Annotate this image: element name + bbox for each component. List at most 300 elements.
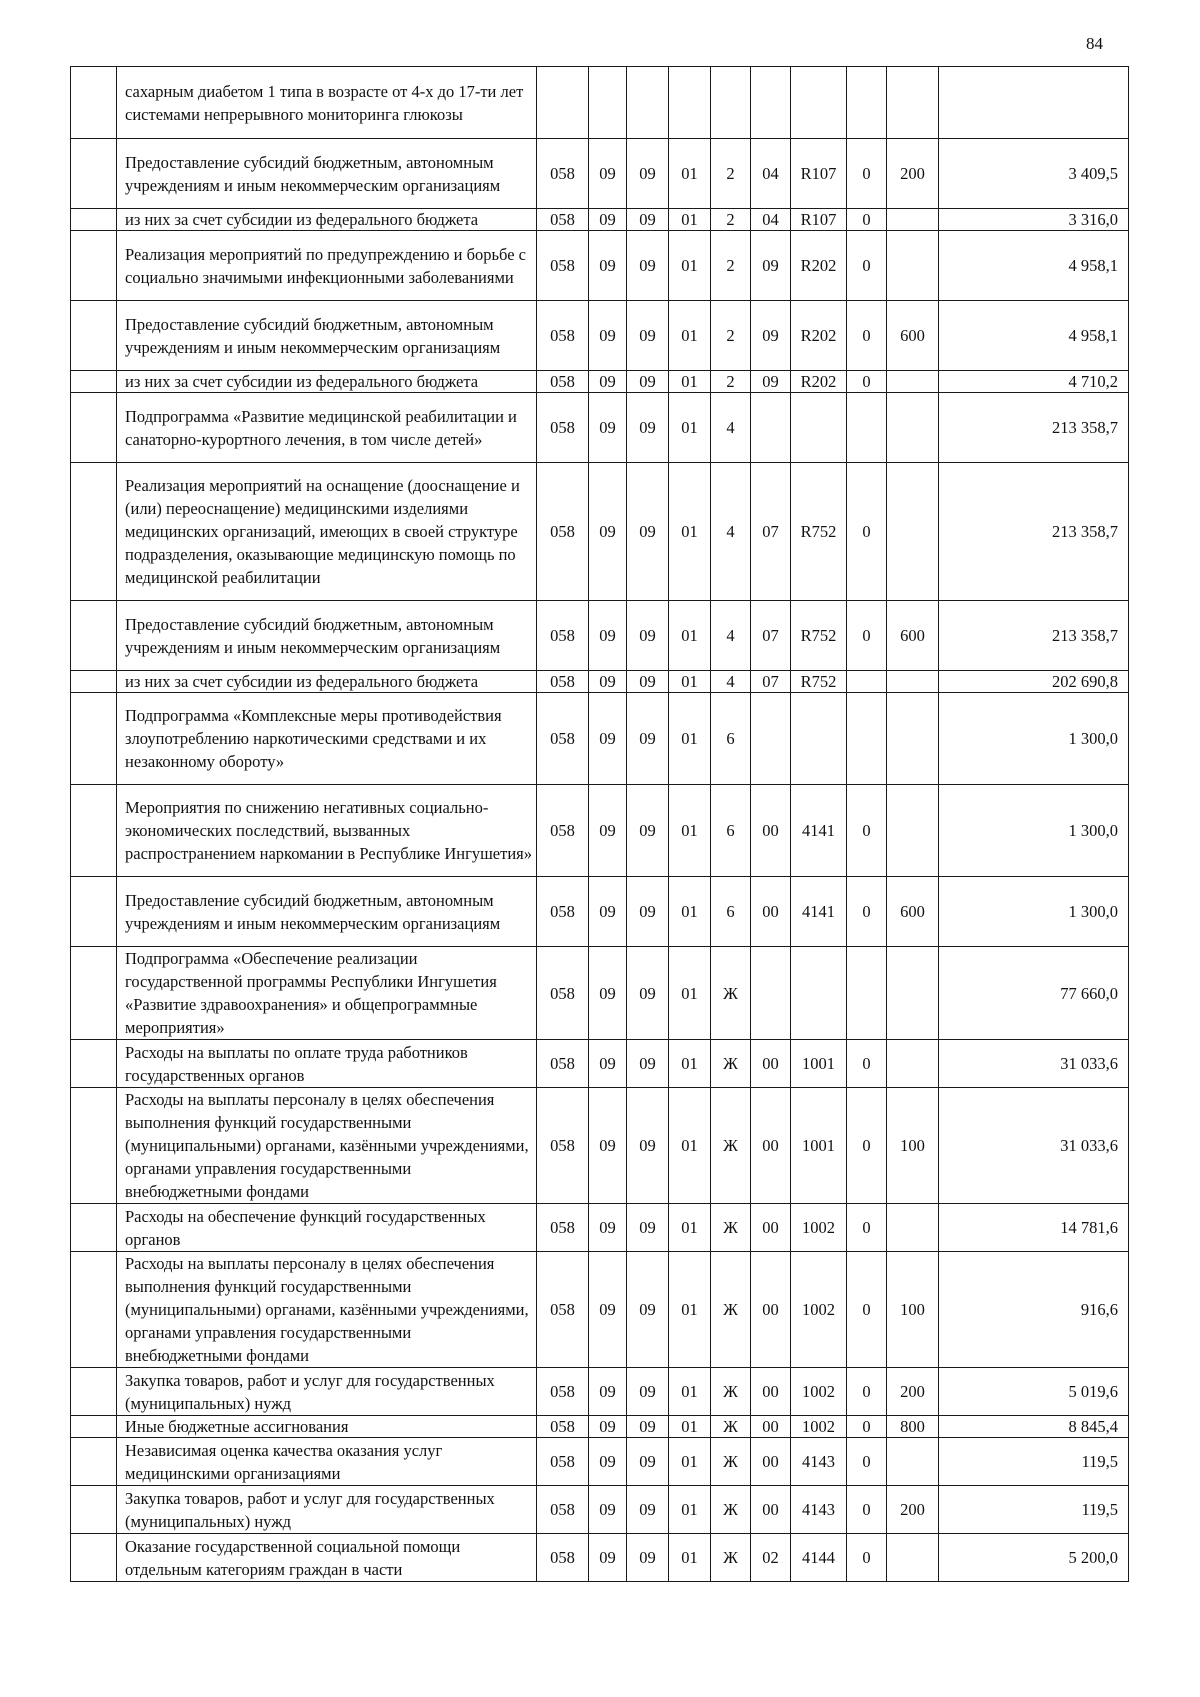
- description-cell: Реализация мероприятий на оснащение (дооснащение и (или) переоснащение) медицинскими изделиями медицинских организаций, имеющих в своей структуре подразделения, оказывающие медицинскую помощь по медицинской реабилитации: [117, 463, 537, 601]
- code-cell: [791, 393, 847, 463]
- table-row: [71, 671, 1129, 693]
- code-cell: 09: [589, 877, 627, 947]
- code-cell: [627, 67, 669, 139]
- code-cell: 6: [711, 877, 751, 947]
- code-cell: 0: [847, 1368, 887, 1416]
- code-cell: 09: [751, 231, 791, 301]
- code-cell: 0: [847, 209, 887, 231]
- code-cell: 4: [711, 463, 751, 601]
- code-cell: 09: [589, 1486, 627, 1534]
- code-cell: 00: [751, 1438, 791, 1486]
- code-cell: 09: [627, 671, 669, 693]
- code-cell: [669, 67, 711, 139]
- description-cell: Расходы на выплаты персоналу в целях обеспечения выполнения функций государственными (муниципальными) органами, казёнными учреждениями, органами управления государственными внебюджетными фондами: [117, 1088, 537, 1204]
- code-cell: R202: [791, 301, 847, 371]
- code-cell: Ж: [711, 1088, 751, 1204]
- code-cell: 09: [627, 693, 669, 785]
- amount-cell: 3 409,5: [939, 139, 1129, 209]
- description-cell: Расходы на выплаты персоналу в целях обеспечения выполнения функций государственными (муниципальными) органами, казёнными учреждениями, органами управления государственными внебюджетными фондами: [117, 1252, 537, 1368]
- code-cell: 09: [589, 1368, 627, 1416]
- code-cell: [887, 1204, 939, 1252]
- code-cell: 1002: [791, 1368, 847, 1416]
- code-cell: 058: [537, 1368, 589, 1416]
- code-cell: 0: [847, 139, 887, 209]
- code-cell: Ж: [711, 947, 751, 1040]
- description-cell: Предоставление субсидий бюджетным, автономным учреждениям и иным некоммерческим организациям: [117, 601, 537, 671]
- code-cell: 09: [589, 693, 627, 785]
- code-cell: 058: [537, 209, 589, 231]
- code-cell: 200: [887, 139, 939, 209]
- table-row: [71, 371, 1129, 393]
- table-row: [71, 877, 1129, 947]
- code-cell: [589, 67, 627, 139]
- code-cell: 09: [589, 785, 627, 877]
- code-cell: 01: [669, 393, 711, 463]
- index-cell: [71, 1368, 117, 1416]
- code-cell: 04: [751, 139, 791, 209]
- code-cell: 01: [669, 947, 711, 1040]
- code-cell: Ж: [711, 1534, 751, 1582]
- code-cell: 00: [751, 1204, 791, 1252]
- index-cell: [71, 947, 117, 1040]
- code-cell: 0: [847, 785, 887, 877]
- index-cell: [71, 1088, 117, 1204]
- amount-cell: 3 316,0: [939, 209, 1129, 231]
- code-cell: 01: [669, 693, 711, 785]
- code-cell: [847, 947, 887, 1040]
- code-cell: 0: [847, 231, 887, 301]
- code-cell: [887, 671, 939, 693]
- index-cell: [71, 1252, 117, 1368]
- code-cell: [791, 67, 847, 139]
- table-row: [71, 231, 1129, 301]
- code-cell: 4: [711, 601, 751, 671]
- code-cell: 01: [669, 1040, 711, 1088]
- table-row: [71, 1368, 1129, 1416]
- index-cell: [71, 1204, 117, 1252]
- code-cell: 09: [589, 1438, 627, 1486]
- code-cell: 09: [589, 1534, 627, 1582]
- description-cell: Реализация мероприятий по предупреждению и борьбе с социально значимыми инфекционными заболеваниями: [117, 231, 537, 301]
- table-row: [71, 693, 1129, 785]
- code-cell: 00: [751, 1252, 791, 1368]
- code-cell: 09: [751, 301, 791, 371]
- code-cell: 01: [669, 231, 711, 301]
- code-cell: 058: [537, 1204, 589, 1252]
- code-cell: 0: [847, 1088, 887, 1204]
- description-cell: Предоставление субсидий бюджетным, автономным учреждениям и иным некоммерческим организациям: [117, 877, 537, 947]
- amount-cell: 1 300,0: [939, 693, 1129, 785]
- code-cell: 058: [537, 947, 589, 1040]
- code-cell: [751, 947, 791, 1040]
- code-cell: 2: [711, 371, 751, 393]
- code-cell: 2: [711, 139, 751, 209]
- amount-cell: 213 358,7: [939, 601, 1129, 671]
- code-cell: 01: [669, 1486, 711, 1534]
- amount-cell: 31 033,6: [939, 1088, 1129, 1204]
- index-cell: [71, 877, 117, 947]
- code-cell: 058: [537, 1438, 589, 1486]
- code-cell: 09: [589, 1252, 627, 1368]
- table-row: [71, 947, 1129, 1040]
- code-cell: 01: [669, 601, 711, 671]
- code-cell: 09: [627, 947, 669, 1040]
- code-cell: 09: [627, 601, 669, 671]
- code-cell: 058: [537, 1088, 589, 1204]
- code-cell: R752: [791, 463, 847, 601]
- amount-cell: 916,6: [939, 1252, 1129, 1368]
- code-cell: 09: [627, 393, 669, 463]
- code-cell: 01: [669, 301, 711, 371]
- code-cell: 4141: [791, 877, 847, 947]
- description-cell: из них за счет субсидии из федерального бюджета: [117, 371, 537, 393]
- code-cell: 09: [627, 139, 669, 209]
- code-cell: 058: [537, 139, 589, 209]
- code-cell: 09: [627, 1040, 669, 1088]
- code-cell: 00: [751, 877, 791, 947]
- table-row: [71, 1534, 1129, 1582]
- index-cell: [71, 393, 117, 463]
- code-cell: 09: [589, 1040, 627, 1088]
- code-cell: 09: [627, 1088, 669, 1204]
- code-cell: 00: [751, 1040, 791, 1088]
- table-row: [71, 601, 1129, 671]
- code-cell: 0: [847, 1486, 887, 1534]
- amount-cell: 119,5: [939, 1438, 1129, 1486]
- amount-cell: 31 033,6: [939, 1040, 1129, 1088]
- code-cell: 6: [711, 693, 751, 785]
- code-cell: [847, 671, 887, 693]
- code-cell: [847, 693, 887, 785]
- amount-cell: 4 710,2: [939, 371, 1129, 393]
- code-cell: [791, 947, 847, 1040]
- index-cell: [71, 1486, 117, 1534]
- description-cell: Закупка товаров, работ и услуг для государственных (муниципальных) нужд: [117, 1486, 537, 1534]
- code-cell: 100: [887, 1252, 939, 1368]
- code-cell: Ж: [711, 1204, 751, 1252]
- description-cell: Подпрограмма «Комплексные меры противодействия злоупотреблению наркотическими средствами и их незаконному обороту»: [117, 693, 537, 785]
- code-cell: R752: [791, 601, 847, 671]
- code-cell: Ж: [711, 1040, 751, 1088]
- code-cell: 09: [589, 231, 627, 301]
- code-cell: 0: [847, 1438, 887, 1486]
- code-cell: R107: [791, 139, 847, 209]
- table-row: [71, 139, 1129, 209]
- amount-cell: 14 781,6: [939, 1204, 1129, 1252]
- code-cell: 058: [537, 785, 589, 877]
- code-cell: 09: [589, 1088, 627, 1204]
- code-cell: 058: [537, 231, 589, 301]
- description-cell: Мероприятия по снижению негативных социально-экономических последствий, вызванных распространением наркомании в Республике Ингушетия»: [117, 785, 537, 877]
- code-cell: 0: [847, 877, 887, 947]
- code-cell: Ж: [711, 1438, 751, 1486]
- amount-cell: 4 958,1: [939, 231, 1129, 301]
- amount-cell: 119,5: [939, 1486, 1129, 1534]
- code-cell: [537, 67, 589, 139]
- table-row: [71, 463, 1129, 601]
- code-cell: 01: [669, 209, 711, 231]
- code-cell: 0: [847, 1534, 887, 1582]
- code-cell: 09: [627, 463, 669, 601]
- description-cell: Оказание государственной социальной помощи отдельным категориям граждан в части: [117, 1534, 537, 1582]
- code-cell: 00: [751, 1368, 791, 1416]
- code-cell: 01: [669, 1088, 711, 1204]
- code-cell: 058: [537, 1534, 589, 1582]
- code-cell: 6: [711, 785, 751, 877]
- code-cell: [711, 67, 751, 139]
- index-cell: [71, 463, 117, 601]
- code-cell: 4143: [791, 1486, 847, 1534]
- description-cell: сахарным диабетом 1 типа в возрасте от 4-х до 17-ти лет системами непрерывного мониторинга глюкозы: [117, 67, 537, 139]
- code-cell: 4144: [791, 1534, 847, 1582]
- amount-cell: 213 358,7: [939, 463, 1129, 601]
- code-cell: 058: [537, 693, 589, 785]
- table-row: [71, 1486, 1129, 1534]
- amount-cell: 213 358,7: [939, 393, 1129, 463]
- code-cell: 1002: [791, 1252, 847, 1368]
- table-body: [71, 67, 1129, 1582]
- code-cell: Ж: [711, 1368, 751, 1416]
- index-cell: [71, 301, 117, 371]
- amount-cell: 5 200,0: [939, 1534, 1129, 1582]
- code-cell: R202: [791, 371, 847, 393]
- code-cell: 00: [751, 785, 791, 877]
- index-cell: [71, 671, 117, 693]
- code-cell: 01: [669, 877, 711, 947]
- description-cell: Независимая оценка качества оказания услуг медицинскими организациями: [117, 1438, 537, 1486]
- code-cell: 058: [537, 601, 589, 671]
- code-cell: 09: [589, 463, 627, 601]
- code-cell: 09: [589, 371, 627, 393]
- index-cell: [71, 209, 117, 231]
- code-cell: [887, 371, 939, 393]
- code-cell: 09: [627, 1416, 669, 1438]
- code-cell: 01: [669, 1438, 711, 1486]
- code-cell: 01: [669, 371, 711, 393]
- code-cell: 09: [627, 1486, 669, 1534]
- code-cell: [751, 67, 791, 139]
- code-cell: 1001: [791, 1088, 847, 1204]
- code-cell: 01: [669, 1204, 711, 1252]
- index-cell: [71, 67, 117, 139]
- code-cell: 09: [627, 301, 669, 371]
- code-cell: 09: [589, 601, 627, 671]
- code-cell: 02: [751, 1534, 791, 1582]
- code-cell: [887, 785, 939, 877]
- description-cell: Подпрограмма «Развитие медицинской реабилитации и санаторно-курортного лечения, в том числе детей»: [117, 393, 537, 463]
- code-cell: 2: [711, 301, 751, 371]
- code-cell: R752: [791, 671, 847, 693]
- description-cell: Расходы на обеспечение функций государственных органов: [117, 1204, 537, 1252]
- code-cell: [887, 693, 939, 785]
- table-row: [71, 1040, 1129, 1088]
- code-cell: [847, 393, 887, 463]
- index-cell: [71, 693, 117, 785]
- table-row: [71, 1088, 1129, 1204]
- code-cell: 200: [887, 1486, 939, 1534]
- description-cell: Иные бюджетные ассигнования: [117, 1416, 537, 1438]
- code-cell: 800: [887, 1416, 939, 1438]
- amount-cell: 5 019,6: [939, 1368, 1129, 1416]
- description-cell: из них за счет субсидии из федерального бюджета: [117, 671, 537, 693]
- amount-cell: 1 300,0: [939, 785, 1129, 877]
- code-cell: 01: [669, 785, 711, 877]
- index-cell: [71, 1534, 117, 1582]
- code-cell: 058: [537, 671, 589, 693]
- code-cell: 4: [711, 393, 751, 463]
- code-cell: 0: [847, 1252, 887, 1368]
- code-cell: 09: [627, 209, 669, 231]
- code-cell: [751, 693, 791, 785]
- description-cell: Расходы на выплаты по оплате труда работников государственных органов: [117, 1040, 537, 1088]
- code-cell: 01: [669, 1368, 711, 1416]
- code-cell: 600: [887, 877, 939, 947]
- code-cell: 0: [847, 1416, 887, 1438]
- index-cell: [71, 785, 117, 877]
- code-cell: 600: [887, 301, 939, 371]
- code-cell: 0: [847, 601, 887, 671]
- code-cell: 058: [537, 371, 589, 393]
- code-cell: [751, 393, 791, 463]
- table-row: [71, 393, 1129, 463]
- code-cell: [887, 393, 939, 463]
- code-cell: 09: [627, 231, 669, 301]
- code-cell: 0: [847, 463, 887, 601]
- code-cell: 09: [589, 671, 627, 693]
- code-cell: 09: [589, 139, 627, 209]
- code-cell: 0: [847, 1040, 887, 1088]
- table-row: [71, 1416, 1129, 1438]
- code-cell: 09: [627, 1368, 669, 1416]
- code-cell: Ж: [711, 1252, 751, 1368]
- page-number: 84: [1086, 34, 1103, 53]
- code-cell: 058: [537, 1040, 589, 1088]
- code-cell: 09: [627, 1252, 669, 1368]
- budget-table: [70, 66, 1129, 1582]
- code-cell: 09: [627, 1534, 669, 1582]
- code-cell: 058: [537, 301, 589, 371]
- code-cell: 00: [751, 1088, 791, 1204]
- code-cell: [847, 67, 887, 139]
- code-cell: 058: [537, 393, 589, 463]
- code-cell: 058: [537, 1416, 589, 1438]
- code-cell: Ж: [711, 1416, 751, 1438]
- table-row: [71, 1252, 1129, 1368]
- code-cell: 058: [537, 463, 589, 601]
- amount-cell: 8 845,4: [939, 1416, 1129, 1438]
- code-cell: 2: [711, 231, 751, 301]
- code-cell: 1002: [791, 1416, 847, 1438]
- code-cell: 2: [711, 209, 751, 231]
- code-cell: 00: [751, 1486, 791, 1534]
- amount-cell: 1 300,0: [939, 877, 1129, 947]
- code-cell: 04: [751, 209, 791, 231]
- code-cell: 09: [751, 371, 791, 393]
- description-cell: из них за счет субсидии из федерального бюджета: [117, 209, 537, 231]
- code-cell: 4143: [791, 1438, 847, 1486]
- code-cell: 100: [887, 1088, 939, 1204]
- code-cell: 0: [847, 1204, 887, 1252]
- code-cell: [887, 947, 939, 1040]
- code-cell: [887, 1534, 939, 1582]
- code-cell: 1001: [791, 1040, 847, 1088]
- code-cell: R107: [791, 209, 847, 231]
- code-cell: 09: [589, 209, 627, 231]
- code-cell: 09: [589, 947, 627, 1040]
- code-cell: [887, 1040, 939, 1088]
- code-cell: [791, 693, 847, 785]
- code-cell: 058: [537, 1252, 589, 1368]
- code-cell: 09: [627, 877, 669, 947]
- code-cell: 00: [751, 1416, 791, 1438]
- table-row: [71, 67, 1129, 139]
- code-cell: 09: [627, 1204, 669, 1252]
- code-cell: 09: [589, 301, 627, 371]
- code-cell: 07: [751, 601, 791, 671]
- code-cell: 09: [589, 1416, 627, 1438]
- table-row: [71, 301, 1129, 371]
- code-cell: 0: [847, 371, 887, 393]
- code-cell: [887, 1438, 939, 1486]
- code-cell: 09: [589, 1204, 627, 1252]
- table-row: [71, 785, 1129, 877]
- description-cell: Подпрограмма «Обеспечение реализации государственной программы Республики Ингушетия «Развитие здравоохранения» и общепрограммные мероприятия»: [117, 947, 537, 1040]
- code-cell: [887, 209, 939, 231]
- index-cell: [71, 601, 117, 671]
- code-cell: 07: [751, 463, 791, 601]
- code-cell: 01: [669, 463, 711, 601]
- code-cell: 07: [751, 671, 791, 693]
- code-cell: 01: [669, 1252, 711, 1368]
- code-cell: 600: [887, 601, 939, 671]
- description-cell: Предоставление субсидий бюджетным, автономным учреждениям и иным некоммерческим организациям: [117, 139, 537, 209]
- amount-cell: 202 690,8: [939, 671, 1129, 693]
- code-cell: 01: [669, 671, 711, 693]
- table-row: [71, 209, 1129, 231]
- code-cell: 09: [627, 1438, 669, 1486]
- code-cell: 01: [669, 1416, 711, 1438]
- index-cell: [71, 371, 117, 393]
- code-cell: 058: [537, 877, 589, 947]
- index-cell: [71, 1416, 117, 1438]
- index-cell: [71, 1040, 117, 1088]
- code-cell: [887, 67, 939, 139]
- code-cell: 0: [847, 301, 887, 371]
- code-cell: [887, 463, 939, 601]
- code-cell: 01: [669, 139, 711, 209]
- description-cell: Предоставление субсидий бюджетным, автономным учреждениям и иным некоммерческим организациям: [117, 301, 537, 371]
- code-cell: Ж: [711, 1486, 751, 1534]
- amount-cell: 77 660,0: [939, 947, 1129, 1040]
- description-cell: Закупка товаров, работ и услуг для государственных (муниципальных) нужд: [117, 1368, 537, 1416]
- index-cell: [71, 139, 117, 209]
- amount-cell: [939, 67, 1129, 139]
- table-row: [71, 1438, 1129, 1486]
- table-row: [71, 1204, 1129, 1252]
- code-cell: [887, 231, 939, 301]
- amount-cell: 4 958,1: [939, 301, 1129, 371]
- code-cell: 09: [627, 785, 669, 877]
- code-cell: 4141: [791, 785, 847, 877]
- code-cell: R202: [791, 231, 847, 301]
- code-cell: 09: [589, 393, 627, 463]
- code-cell: 09: [627, 371, 669, 393]
- code-cell: 058: [537, 1486, 589, 1534]
- code-cell: 1002: [791, 1204, 847, 1252]
- code-cell: 01: [669, 1534, 711, 1582]
- code-cell: 4: [711, 671, 751, 693]
- index-cell: [71, 231, 117, 301]
